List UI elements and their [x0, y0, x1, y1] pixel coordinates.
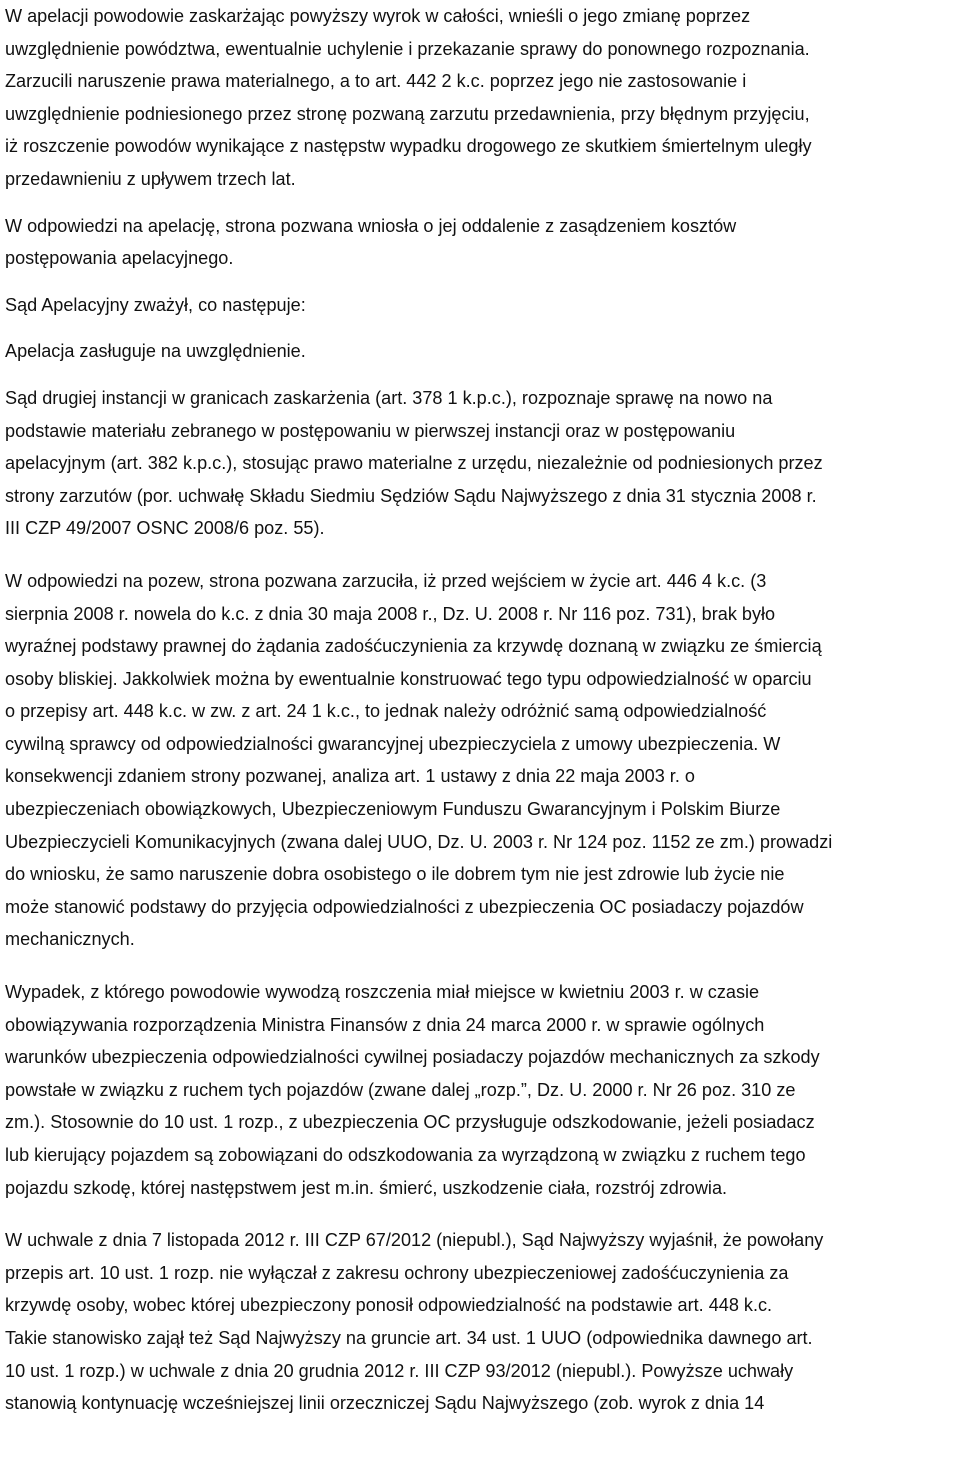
paragraph-appeal-request: [5, 0, 956, 65]
text-line: strony zarzutów (por. uchwałę Składu Siedmiu Sędziów Sądu Najwyższego z dnia 31 stycznia 2008 r.: [5, 485, 817, 506]
text-line: Apelacja zasługuje na uwzględnienie.: [5, 341, 306, 362]
paragraph-supreme-court-resolution: [5, 1224, 956, 1420]
text-line: Zarzucili naruszenie prawa materialnego, a to art. 442 2 k.c. poprzez jego nie zastosowanie i: [5, 71, 747, 92]
text-line: W uchwale z dnia 7 listopada 2012 r. III CZP 67/2012 (niepubl.), Sąd Najwyższy wyjaśnił, że powołany: [5, 1230, 824, 1251]
text-line: przedawnieniu z upływem trzech lat.: [5, 168, 296, 189]
paragraph-accident: [5, 976, 956, 1204]
text-line: mechanicznych.: [5, 929, 135, 950]
text-line: III CZP 49/2007 OSNC 2008/6 poz. 55).: [5, 518, 325, 539]
paragraph-court-considered: [5, 289, 956, 322]
text-line: stanowią kontynuację wcześniejszej linii orzeczniczej Sądu Najwyższego (zob. wyrok z dnia 14: [5, 1393, 765, 1414]
text-line: wyraźnej podstawy prawnej do żądania zadośćuczynienia za krzywdę doznaną w związku ze śmiercią: [5, 636, 822, 657]
text-line: sierpnia 2008 r. nowela do k.c. z dnia 30 maja 2008 r., Dz. U. 2008 r. Nr 116 poz. 731), brak było: [5, 603, 776, 624]
text-line: postępowania apelacyjnego.: [5, 248, 234, 269]
text-line: Wypadek, z którego powodowie wywodzą roszczenia miał miejsce w kwietniu 2003 r. w czasie: [5, 982, 760, 1003]
text-line: W odpowiedzi na apelację, strona pozwana wniosła o jej oddalenie z zasądzeniem kosztów: [5, 215, 737, 236]
text-line: pojazdu szkodę, której następstwem jest m.in. śmierć, uszkodzenie ciała, rozstrój zdrowia.: [5, 1177, 728, 1198]
text-line: Ubezpieczycieli Komunikacyjnych (zwana dalej UUO, Dz. U. 2003 r. Nr 124 poz. 1152 ze zm.) prowadzi: [5, 831, 833, 852]
text-line: uwzględnienie powództwa, ewentualnie uchylenie i przekazanie sprawy do ponownego rozpoznania.: [5, 38, 810, 59]
paragraph-response-to-claim: [5, 565, 956, 956]
text-line: W apelacji powodowie zaskarżając powyższy wyrok w całości, wnieśli o jego zmianę poprzez: [5, 6, 751, 26]
text-line: 10 ust. 1 rozp.) w uchwale z dnia 20 grudnia 2012 r. III CZP 93/2012 (niepubl.). Powyższe uchwały: [5, 1360, 794, 1381]
text-line: przepis art. 10 ust. 1 rozp. nie wyłączał z zakresu ochrony ubezpieczeniowej zadośćuczynienia za: [5, 1262, 789, 1283]
text-line: osoby bliskiej. Jakkolwiek można by ewentualnie konstruować tego typu odpowiedzialność w oparciu: [5, 668, 812, 689]
text-line: W odpowiedzi na pozew, strona pozwana zarzuciła, iż przed wejściem w życie art. 446 4 k.c. (3: [5, 570, 767, 591]
text-line: zm.). Stosownie do 10 ust. 1 rozp., z ubezpieczenia OC przysługuje odszkodowanie, jeżeli posiadacz: [5, 1112, 815, 1133]
text-line: krzywdę osoby, wobec której ubezpieczony ponosił odpowiedzialność na podstawie art. 448 k.c.: [5, 1295, 773, 1316]
text-line: warunków ubezpieczenia odpowiedzialności cywilnej posiadaczy pojazdów mechanicznych za szkody: [5, 1047, 820, 1068]
text-line: może stanowić podstawy do przyjęcia odpowiedzialności z ubezpieczenia OC posiadaczy pojazdów: [5, 896, 804, 917]
text-line: obowiązywania rozporządzenia Ministra Finansów z dnia 24 marca 2000 r. w sprawie ogólnych: [5, 1014, 765, 1035]
text-line: do wniosku, że samo naruszenie dobra osobistego o ile dobrem tym nie jest zdrowie lub życie nie: [5, 864, 785, 885]
paragraph-response-to-appeal: [5, 210, 956, 275]
text-line: ubezpieczeniach obowiązkowych, Ubezpieczeniowym Funduszu Gwarancyjnym i Polskim Biurze: [5, 799, 781, 820]
text-line: powstałe w związku z ruchem tych pojazdów (zwane dalej „rozp.”, Dz. U. 2000 r. Nr 26 poz. 310 ze: [5, 1079, 796, 1100]
paragraph-appeal-justified: [5, 335, 956, 368]
text-line: o przepisy art. 448 k.c. w zw. z art. 24 1 k.c., to jednak należy odróżnić samą odpowiedzialność: [5, 701, 767, 722]
text-line: konsekwencji zdaniem strony pozwanej, analiza art. 1 ustawy z dnia 22 maja 2003 r. o: [5, 766, 695, 787]
text-line: cywilną sprawcy od odpowiedzialności gwarancyjnej ubezpieczyciela z umowy ubezpieczenia. W: [5, 733, 781, 754]
text-line: lub kierujący pojazdem są zobowiązani do odszkodowania za wyrządzoną w związku z ruchem tego: [5, 1145, 806, 1165]
text-line: uwzględnienie podniesionego przez stronę pozwaną zarzutu przedawnienia, przy błędnym przyjęciu,: [5, 103, 810, 124]
paragraph-second-instance: [5, 382, 956, 545]
text-line: podstawie materiału zebranego w postępowaniu w pierwszej instancji oraz w postępowaniu: [5, 420, 736, 441]
text-line: apelacyjnym (art. 382 k.p.c.), stosując prawo materialne z urzędu, niezależnie od podniesionych przez: [5, 453, 823, 474]
text-line: iż roszczenie powodów wynikające z następstw wypadku drogowego ze skutkiem śmiertelnym uległy: [5, 136, 812, 157]
paragraph-appeal-grounds: [5, 65, 956, 195]
text-line: Sąd Apelacyjny zważył, co następuje:: [5, 294, 306, 315]
text-line: Takie stanowisko zajął też Sąd Najwyższy na gruncie art. 34 ust. 1 UUO (odpowiednika dawnego art.: [5, 1327, 813, 1348]
text-line: Sąd drugiej instancji w granicach zaskarżenia (art. 378 1 k.p.c.), rozpoznaje sprawę na nowo na: [5, 387, 773, 408]
